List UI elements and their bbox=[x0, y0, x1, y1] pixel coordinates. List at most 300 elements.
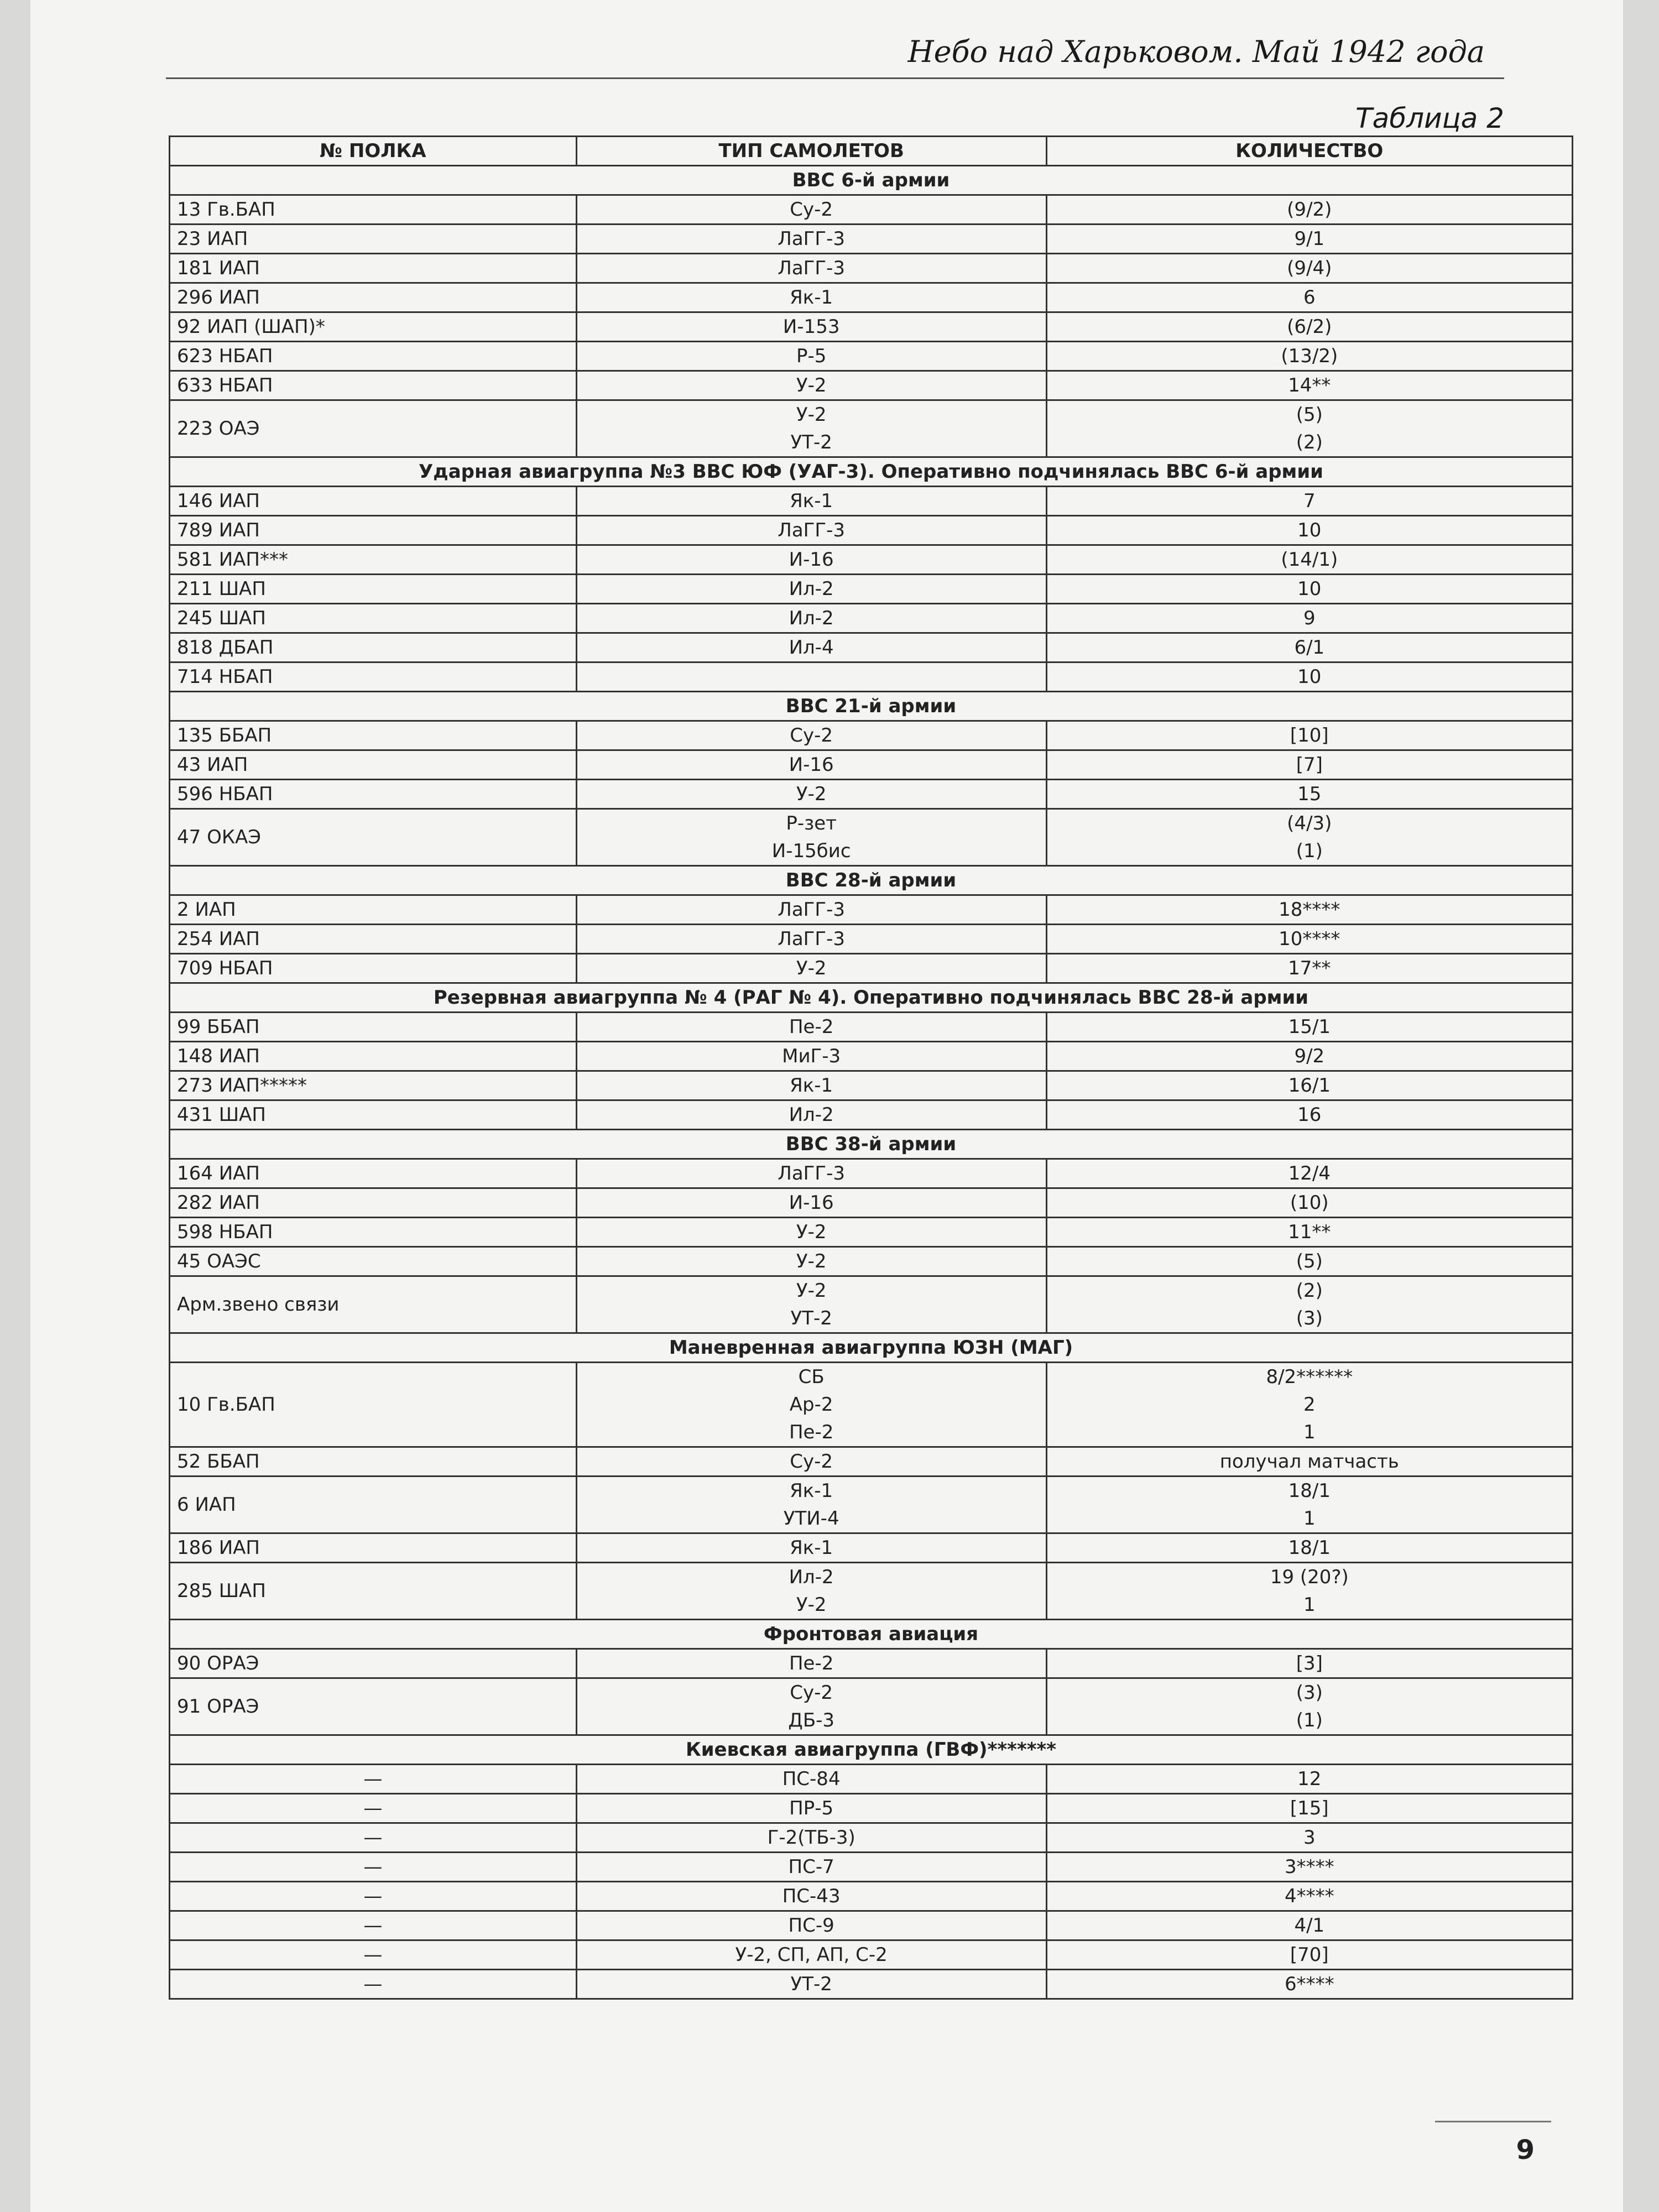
table-body bbox=[170, 166, 1573, 1999]
aircraft-type: УТ-2 bbox=[790, 431, 832, 453]
regiment-cell: Арм.звено связи bbox=[170, 1276, 577, 1333]
aircraft-type-cell bbox=[576, 1477, 1046, 1533]
table-row bbox=[170, 1911, 1573, 1940]
regiment-cell: 47 ОКАЭ bbox=[170, 809, 577, 866]
table-row bbox=[170, 400, 1573, 457]
aircraft-type: Пе-2 bbox=[789, 1421, 834, 1443]
aircraft-type: Су-2 bbox=[790, 724, 833, 747]
quantity-cell bbox=[1046, 1533, 1572, 1563]
column-header-quantity: КОЛИЧЕСТВО bbox=[1046, 137, 1572, 166]
quantity-cell bbox=[1046, 1882, 1572, 1911]
regiment-cell: — bbox=[170, 1882, 577, 1911]
aircraft-type-cell bbox=[576, 750, 1046, 780]
aircraft-type-cell bbox=[576, 809, 1046, 866]
table-label: Таблица 2 bbox=[1355, 102, 1504, 134]
aircraft-type: И-16 bbox=[789, 1192, 834, 1214]
table-row bbox=[170, 1678, 1573, 1735]
regiment-cell: — bbox=[170, 1911, 577, 1940]
quantity-value: 1 bbox=[1303, 1594, 1316, 1616]
aircraft-type-cell bbox=[576, 1071, 1046, 1100]
section-row bbox=[170, 1735, 1573, 1765]
section-row bbox=[170, 692, 1573, 721]
quantity-cell bbox=[1046, 1911, 1572, 1940]
regiment-cell: 99 ББАП bbox=[170, 1013, 577, 1042]
quantity-value: 17** bbox=[1288, 957, 1331, 979]
table-row bbox=[170, 1765, 1573, 1794]
aircraft-type: ПС-84 bbox=[782, 1768, 841, 1790]
aircraft-type-cell bbox=[576, 1563, 1046, 1620]
regiment-cell: 10 Гв.БАП bbox=[170, 1363, 577, 1447]
aircraft-type-cell bbox=[576, 1853, 1046, 1882]
section-row bbox=[170, 1333, 1573, 1363]
quantity-value: (9/4) bbox=[1287, 257, 1332, 279]
aircraft-type-cell bbox=[576, 1159, 1046, 1188]
table-row bbox=[170, 545, 1573, 575]
aircraft-type: Ил-2 bbox=[789, 1104, 834, 1126]
aircraft-type: УТИ-4 bbox=[783, 1507, 839, 1530]
regiment-cell: 148 ИАП bbox=[170, 1042, 577, 1071]
quantity-value: [15] bbox=[1290, 1797, 1329, 1819]
table-row bbox=[170, 1882, 1573, 1911]
aircraft-type bbox=[584, 663, 1039, 691]
regiment-cell: 789 ИАП bbox=[170, 516, 577, 545]
regiment-cell: 43 ИАП bbox=[170, 750, 577, 780]
aircraft-type: ПР-5 bbox=[789, 1797, 834, 1819]
table-row bbox=[170, 1477, 1573, 1533]
regiment-cell: 598 НБАП bbox=[170, 1218, 577, 1247]
table-row bbox=[170, 1649, 1573, 1678]
aircraft-type-cell bbox=[576, 1533, 1046, 1563]
regiment-cell: 633 НБАП bbox=[170, 371, 577, 400]
quantity-value: [7] bbox=[1296, 754, 1323, 776]
table-row bbox=[170, 1533, 1573, 1563]
quantity-cell bbox=[1046, 604, 1572, 633]
regiment-cell: 282 ИАП bbox=[170, 1188, 577, 1218]
regiment-cell: 13 Гв.БАП bbox=[170, 195, 577, 225]
table-row bbox=[170, 1940, 1573, 1970]
aircraft-type: ЛаГГ-3 bbox=[778, 899, 846, 921]
section-title: Резервная авиагруппа № 4 (РАГ № 4). Оперативно подчинялась ВВС 28-й армии bbox=[170, 983, 1573, 1013]
regiment-cell: 181 ИАП bbox=[170, 254, 577, 283]
quantity-value: 6**** bbox=[1284, 1973, 1334, 1995]
table-header-row bbox=[170, 137, 1573, 166]
quantity-cell bbox=[1046, 1447, 1572, 1477]
aircraft-type: Ил-2 bbox=[789, 1566, 834, 1588]
table-row bbox=[170, 575, 1573, 604]
quantity-value: получал матчасть bbox=[1219, 1451, 1399, 1473]
regiment-cell: — bbox=[170, 1970, 577, 1999]
aircraft-type-cell bbox=[576, 1276, 1046, 1333]
aircraft-type-cell bbox=[576, 1363, 1046, 1447]
aircraft-type-cell bbox=[576, 1940, 1046, 1970]
quantity-cell bbox=[1046, 1218, 1572, 1247]
aircraft-type-cell bbox=[576, 1970, 1046, 1999]
page-number: 9 bbox=[1516, 2135, 1535, 2166]
regiment-cell: 254 ИАП bbox=[170, 925, 577, 954]
regiment-cell: 223 ОАЭ bbox=[170, 400, 577, 457]
aircraft-type-cell bbox=[576, 604, 1046, 633]
aircraft-type: У-2 bbox=[796, 1221, 827, 1243]
section-title: Киевская авиагруппа (ГВФ)******* bbox=[170, 1735, 1573, 1765]
section-title: ВВС 28-й армии bbox=[170, 866, 1573, 895]
section-row bbox=[170, 866, 1573, 895]
table-row bbox=[170, 604, 1573, 633]
aircraft-type: У-2 bbox=[796, 1594, 827, 1616]
quantity-value: 12 bbox=[1297, 1768, 1322, 1790]
regiment-cell: — bbox=[170, 1853, 577, 1882]
section-row bbox=[170, 166, 1573, 195]
quantity-cell bbox=[1046, 312, 1572, 342]
quantity-value: 15 bbox=[1297, 783, 1322, 805]
section-row bbox=[170, 1620, 1573, 1649]
aircraft-type: У-2, СП, АП, С-2 bbox=[735, 1944, 888, 1966]
quantity-value: 12/4 bbox=[1288, 1162, 1331, 1185]
quantity-cell bbox=[1046, 195, 1572, 225]
aircraft-type-cell bbox=[576, 1911, 1046, 1940]
quantity-value: 4/1 bbox=[1294, 1914, 1325, 1937]
quantity-value: (14/1) bbox=[1281, 549, 1338, 571]
quantity-cell bbox=[1046, 225, 1572, 254]
regiment-cell: 164 ИАП bbox=[170, 1159, 577, 1188]
section-title: Ударная авиагруппа №3 ВВС ЮФ (УАГ-3). Оперативно подчинялась ВВС 6-й армии bbox=[170, 457, 1573, 487]
column-header-aircraft-type: ТИП САМОЛЕТОВ bbox=[576, 137, 1046, 166]
aircraft-type-cell bbox=[576, 925, 1046, 954]
quantity-cell bbox=[1046, 1765, 1572, 1794]
running-title: Небо над Харьковом. Май 1942 года bbox=[907, 34, 1485, 69]
regiment-cell: 91 ОРАЭ bbox=[170, 1678, 577, 1735]
quantity-value: 10**** bbox=[1279, 928, 1340, 950]
regiment-cell: 135 ББАП bbox=[170, 721, 577, 750]
section-title: Фронтовая авиация bbox=[170, 1620, 1573, 1649]
table-row bbox=[170, 1823, 1573, 1853]
quantity-value: 9/1 bbox=[1294, 228, 1325, 250]
section-title: Маневренная авиагруппа ЮЗН (МАГ) bbox=[170, 1333, 1573, 1363]
quantity-value: 9 bbox=[1303, 607, 1316, 629]
quantity-cell bbox=[1046, 1477, 1572, 1533]
aircraft-type: ЛаГГ-3 bbox=[778, 228, 846, 250]
quantity-value: 10 bbox=[1297, 666, 1322, 688]
regiment-cell: 431 ШАП bbox=[170, 1100, 577, 1130]
aircraft-type-cell bbox=[576, 195, 1046, 225]
aircraft-type-cell bbox=[576, 545, 1046, 575]
table-row bbox=[170, 1188, 1573, 1218]
quantity-value: (5) bbox=[1296, 404, 1323, 426]
regiment-cell: 90 ОРАЭ bbox=[170, 1649, 577, 1678]
table-row bbox=[170, 633, 1573, 662]
aircraft-type: ЛаГГ-3 bbox=[778, 928, 846, 950]
quantity-cell bbox=[1046, 954, 1572, 983]
quantity-value: 2 bbox=[1303, 1394, 1316, 1416]
aircraft-type-cell bbox=[576, 283, 1046, 312]
quantity-value: (4/3) bbox=[1287, 812, 1332, 834]
quantity-value: (3) bbox=[1296, 1307, 1323, 1329]
quantity-value: (1) bbox=[1296, 840, 1323, 862]
quantity-cell bbox=[1046, 1970, 1572, 1999]
aircraft-type-cell bbox=[576, 780, 1046, 809]
regiment-cell: 45 ОАЭС bbox=[170, 1247, 577, 1276]
quantity-cell bbox=[1046, 633, 1572, 662]
table-row bbox=[170, 1013, 1573, 1042]
aircraft-type: ПС-43 bbox=[782, 1885, 841, 1907]
quantity-cell bbox=[1046, 1276, 1572, 1333]
quantity-cell bbox=[1046, 400, 1572, 457]
aircraft-type: Як-1 bbox=[790, 1074, 833, 1097]
regiment-cell: 186 ИАП bbox=[170, 1533, 577, 1563]
quantity-cell bbox=[1046, 1071, 1572, 1100]
table-row bbox=[170, 1071, 1573, 1100]
regiment-cell: 245 ШАП bbox=[170, 604, 577, 633]
table-row bbox=[170, 312, 1573, 342]
quantity-cell bbox=[1046, 1188, 1572, 1218]
table-row bbox=[170, 662, 1573, 692]
quantity-cell bbox=[1046, 895, 1572, 925]
table-row bbox=[170, 721, 1573, 750]
quantity-value: (1) bbox=[1296, 1709, 1323, 1731]
table-row bbox=[170, 342, 1573, 371]
table-row bbox=[170, 809, 1573, 866]
aircraft-type: У-2 bbox=[796, 1280, 827, 1302]
regiment-cell: — bbox=[170, 1823, 577, 1853]
table-row bbox=[170, 1100, 1573, 1130]
quantity-cell bbox=[1046, 1042, 1572, 1071]
quantity-value: 10 bbox=[1297, 519, 1322, 541]
aircraft-type: И-15бис bbox=[771, 840, 851, 862]
table-row bbox=[170, 1363, 1573, 1447]
table-row bbox=[170, 1276, 1573, 1333]
quantity-value: 8/2****** bbox=[1266, 1366, 1353, 1388]
quantity-value: 3**** bbox=[1284, 1856, 1334, 1878]
aircraft-type-cell bbox=[576, 1649, 1046, 1678]
quantity-value: 11** bbox=[1288, 1221, 1331, 1243]
quantity-value: 19 (20?) bbox=[1270, 1566, 1349, 1588]
table-row bbox=[170, 1159, 1573, 1188]
aircraft-type: И-16 bbox=[789, 754, 834, 776]
aircraft-type-cell bbox=[576, 1042, 1046, 1071]
aircraft-type: У-2 bbox=[796, 957, 827, 979]
table-row bbox=[170, 1794, 1573, 1823]
section-row bbox=[170, 983, 1573, 1013]
aircraft-type-cell bbox=[576, 662, 1046, 692]
table-row bbox=[170, 254, 1573, 283]
quantity-cell bbox=[1046, 1563, 1572, 1620]
quantity-value: (9/2) bbox=[1287, 199, 1332, 221]
aircraft-type-cell bbox=[576, 1447, 1046, 1477]
aircraft-type-cell bbox=[576, 633, 1046, 662]
aircraft-type: Г-2(ТБ-3) bbox=[767, 1827, 855, 1849]
aircraft-type-cell bbox=[576, 954, 1046, 983]
quantity-value: 7 bbox=[1303, 490, 1316, 512]
quantity-value: 6/1 bbox=[1294, 637, 1325, 659]
aircraft-type: У-2 bbox=[796, 1250, 827, 1272]
aircraft-type: У-2 bbox=[796, 374, 827, 397]
aircraft-type: Як-1 bbox=[790, 1537, 833, 1559]
quantity-value: 4**** bbox=[1284, 1885, 1334, 1907]
quantity-cell bbox=[1046, 721, 1572, 750]
aircraft-type-cell bbox=[576, 516, 1046, 545]
aircraft-type: У-2 bbox=[796, 404, 827, 426]
table-row bbox=[170, 371, 1573, 400]
regiment-cell: — bbox=[170, 1794, 577, 1823]
regiment-cell: 273 ИАП***** bbox=[170, 1071, 577, 1100]
aircraft-type-cell bbox=[576, 575, 1046, 604]
table-row bbox=[170, 1447, 1573, 1477]
quantity-value: 9/2 bbox=[1294, 1045, 1325, 1067]
quantity-cell bbox=[1046, 254, 1572, 283]
quantity-cell bbox=[1046, 750, 1572, 780]
quantity-cell bbox=[1046, 545, 1572, 575]
section-title: ВВС 38-й армии bbox=[170, 1130, 1573, 1159]
aircraft-type-cell bbox=[576, 400, 1046, 457]
aircraft-type-cell bbox=[576, 1882, 1046, 1911]
aircraft-type: ЛаГГ-3 bbox=[778, 1162, 846, 1185]
quantity-cell bbox=[1046, 1823, 1572, 1853]
aircraft-type-cell bbox=[576, 1247, 1046, 1276]
aircraft-type: ДБ-3 bbox=[788, 1709, 835, 1731]
aircraft-type: Ил-2 bbox=[789, 578, 834, 600]
quantity-cell bbox=[1046, 1678, 1572, 1735]
aircraft-type-cell bbox=[576, 1218, 1046, 1247]
quantity-cell bbox=[1046, 925, 1572, 954]
aircraft-type: Су-2 bbox=[790, 199, 833, 221]
quantity-value: 1 bbox=[1303, 1421, 1316, 1443]
aircraft-type: СБ bbox=[798, 1366, 825, 1388]
aircraft-type-cell bbox=[576, 1794, 1046, 1823]
aircraft-type: Су-2 bbox=[790, 1451, 833, 1473]
aircraft-table bbox=[169, 135, 1573, 2000]
aircraft-type: ЛаГГ-3 bbox=[778, 519, 846, 541]
quantity-cell bbox=[1046, 283, 1572, 312]
aircraft-type: МиГ-3 bbox=[782, 1045, 841, 1067]
table-row bbox=[170, 283, 1573, 312]
aircraft-type: Су-2 bbox=[790, 1682, 833, 1704]
aircraft-type: Р-зет bbox=[786, 812, 837, 834]
header-rule bbox=[166, 77, 1504, 79]
table-row bbox=[170, 895, 1573, 925]
quantity-cell bbox=[1046, 1940, 1572, 1970]
regiment-cell: 596 НБАП bbox=[170, 780, 577, 809]
quantity-value: (2) bbox=[1296, 1280, 1323, 1302]
table-row bbox=[170, 516, 1573, 545]
aircraft-type-cell bbox=[576, 371, 1046, 400]
quantity-value: [10] bbox=[1290, 724, 1329, 747]
section-row bbox=[170, 457, 1573, 487]
regiment-cell: 623 НБАП bbox=[170, 342, 577, 371]
aircraft-type-cell bbox=[576, 721, 1046, 750]
quantity-cell bbox=[1046, 516, 1572, 545]
aircraft-type-cell bbox=[576, 1823, 1046, 1853]
aircraft-type-cell bbox=[576, 487, 1046, 516]
regiment-cell: 211 ШАП bbox=[170, 575, 577, 604]
regiment-cell: 92 ИАП (ШАП)* bbox=[170, 312, 577, 342]
regiment-cell: 709 НБАП bbox=[170, 954, 577, 983]
quantity-value: 3 bbox=[1303, 1827, 1316, 1849]
regiment-cell: 285 ШАП bbox=[170, 1563, 577, 1620]
aircraft-type-cell bbox=[576, 312, 1046, 342]
footer-rule bbox=[1435, 2121, 1551, 2122]
aircraft-type: ПС-7 bbox=[788, 1856, 834, 1878]
regiment-cell: 296 ИАП bbox=[170, 283, 577, 312]
quantity-value: 16/1 bbox=[1288, 1074, 1331, 1097]
table-row bbox=[170, 750, 1573, 780]
quantity-value: 16 bbox=[1297, 1104, 1322, 1126]
aircraft-type: Як-1 bbox=[790, 490, 833, 512]
section-row bbox=[170, 1130, 1573, 1159]
regiment-cell: 2 ИАП bbox=[170, 895, 577, 925]
aircraft-type: УТ-2 bbox=[790, 1307, 832, 1329]
aircraft-type: УТ-2 bbox=[790, 1973, 832, 1995]
aircraft-type: Як-1 bbox=[790, 286, 833, 309]
regiment-cell: 714 НБАП bbox=[170, 662, 577, 692]
table-row bbox=[170, 1970, 1573, 1999]
aircraft-type-cell bbox=[576, 342, 1046, 371]
quantity-cell bbox=[1046, 575, 1572, 604]
book-page bbox=[30, 0, 1623, 2212]
quantity-cell bbox=[1046, 342, 1572, 371]
regiment-cell: 6 ИАП bbox=[170, 1477, 577, 1533]
aircraft-type: И-153 bbox=[782, 316, 840, 338]
quantity-value: (5) bbox=[1296, 1250, 1323, 1272]
quantity-cell bbox=[1046, 1794, 1572, 1823]
aircraft-type: Ар-2 bbox=[789, 1394, 833, 1416]
regiment-cell: 818 ДБАП bbox=[170, 633, 577, 662]
aircraft-type: Пе-2 bbox=[789, 1016, 834, 1038]
regiment-cell: — bbox=[170, 1940, 577, 1970]
table-row bbox=[170, 195, 1573, 225]
aircraft-type: ПС-9 bbox=[788, 1914, 834, 1937]
quantity-value: 15/1 bbox=[1288, 1016, 1331, 1038]
table-row bbox=[170, 1247, 1573, 1276]
quantity-cell bbox=[1046, 1649, 1572, 1678]
aircraft-type-cell bbox=[576, 225, 1046, 254]
quantity-value: 6 bbox=[1303, 286, 1316, 309]
quantity-value: 18/1 bbox=[1288, 1480, 1331, 1502]
quantity-value: 1 bbox=[1303, 1507, 1316, 1530]
quantity-value: (2) bbox=[1296, 431, 1323, 453]
quantity-value: 14** bbox=[1288, 374, 1331, 397]
quantity-value: (6/2) bbox=[1287, 316, 1332, 338]
aircraft-type: У-2 bbox=[796, 783, 827, 805]
quantity-cell bbox=[1046, 1159, 1572, 1188]
aircraft-type: Р-5 bbox=[796, 345, 827, 367]
quantity-cell bbox=[1046, 780, 1572, 809]
quantity-value: [70] bbox=[1290, 1944, 1329, 1966]
quantity-value: 18/1 bbox=[1288, 1537, 1331, 1559]
section-title: ВВС 6-й армии bbox=[170, 166, 1573, 195]
table-row bbox=[170, 954, 1573, 983]
table-row bbox=[170, 1563, 1573, 1620]
regiment-cell: 23 ИАП bbox=[170, 225, 577, 254]
regiment-cell: 146 ИАП bbox=[170, 487, 577, 516]
aircraft-type: ЛаГГ-3 bbox=[778, 257, 846, 279]
aircraft-type: Як-1 bbox=[790, 1480, 833, 1502]
table-row bbox=[170, 1042, 1573, 1071]
aircraft-type-cell bbox=[576, 1188, 1046, 1218]
quantity-value: 10 bbox=[1297, 578, 1322, 600]
table-row bbox=[170, 780, 1573, 809]
regiment-cell: 581 ИАП*** bbox=[170, 545, 577, 575]
quantity-cell bbox=[1046, 1013, 1572, 1042]
aircraft-type-cell bbox=[576, 895, 1046, 925]
quantity-cell bbox=[1046, 1247, 1572, 1276]
quantity-cell bbox=[1046, 1100, 1572, 1130]
quantity-cell bbox=[1046, 1853, 1572, 1882]
quantity-cell bbox=[1046, 662, 1572, 692]
quantity-value: 18**** bbox=[1279, 899, 1340, 921]
column-header-regiment: № ПОЛКА bbox=[170, 137, 577, 166]
regiment-cell: 52 ББАП bbox=[170, 1447, 577, 1477]
table-row bbox=[170, 225, 1573, 254]
quantity-cell bbox=[1046, 487, 1572, 516]
